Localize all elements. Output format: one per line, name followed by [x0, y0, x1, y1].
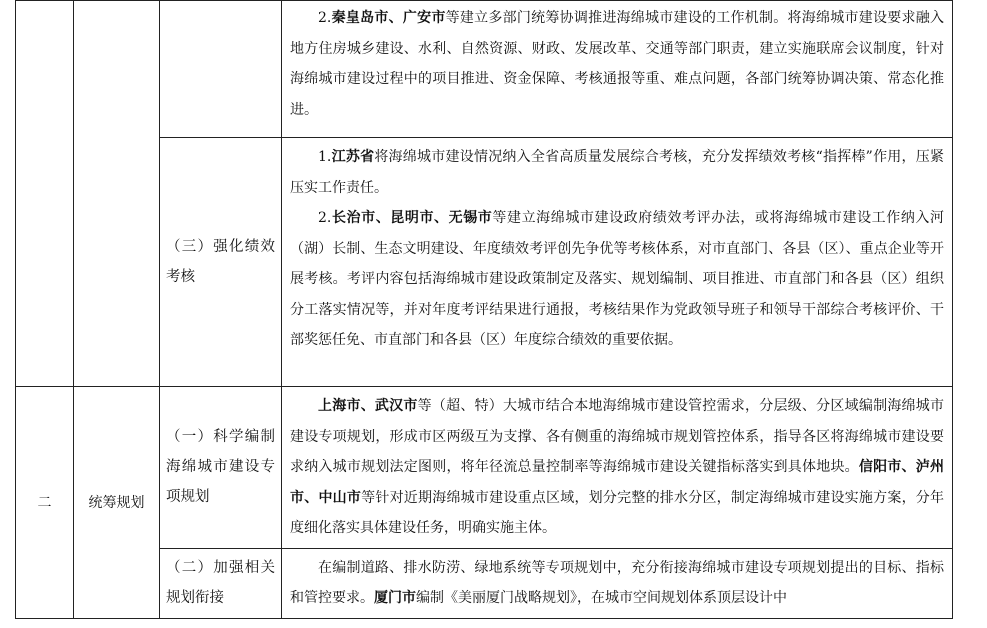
city-names: 厦门市: [374, 590, 416, 606]
paragraph: [290, 3, 944, 125]
content-cell: [282, 138, 953, 387]
paragraph-text: 等建立多部门统筹协调推进海绵城市建设的工作机制。将海绵城市建设要求融入地方住房城乡建设、水利、自然资源、财政、发展改革、交通等部门职责，建立实施联席会议制度，针对海绵城市建设过程中的项目推进、资金保障、考核通报等重、难点问题，各部门统筹协调决策、常态化推进。: [290, 10, 945, 118]
content-cell: [282, 1, 953, 138]
city-names: 长治市、昆明市、无锡市: [331, 210, 493, 226]
paragraph-text: 等（超、特）大城市结合本地海绵城市建设管控需求，分层级、分区域编制海绵城市建设专项规划，形成市区两级互为支撑、各有侧重的海绵城市规划管控体系，指导各区将海绵城市建设要求纳入城市规划法定图则，将年径流总量控制率等海绵城市建设关键指标落实到具体地块。: [290, 398, 945, 475]
policy-table: [15, 0, 953, 619]
sub-title: （一）科学编制海绵城市建设专项规划: [166, 429, 275, 506]
paragraph-text: 编制《美丽厦门战略规划》，在城市空间规划体系顶层设计中: [416, 590, 787, 606]
paragraph: [290, 391, 944, 544]
paragraph-text: 等建立海绵城市建设政府绩效考评办法，或将海绵城市建设工作纳入河（湖）长制、生态文明建设、年度绩效考评创先争优等考核体系，对市直部门、各县（区）、重点企业等开展考核。考评内容包括海绵城市建设政策制定及落实、规划编制、项目推进、市直部门和各县（区）组织分工落实情况等，并对年度考评结果进行通报，考核结果作为党政领导班子和领导干部综合考核评价、干部奖惩任免、市直部门和各县（区）年度综合绩效的重要依据。: [290, 210, 945, 348]
subtitle-cell: [160, 387, 282, 549]
paragraph: [290, 553, 944, 614]
sub-title: （三）强化绩效考核: [166, 239, 275, 285]
city-names: 江苏省: [331, 149, 375, 165]
section-number-text: 二: [37, 495, 52, 512]
paragraph-text: 在编制道路、排水防涝、绿地系统等专项规划中，充分衔接海绵城市建设专项规划提出的目标、指标和管控要求。: [290, 559, 944, 606]
content-cell: [282, 548, 953, 618]
section-category: [74, 387, 160, 619]
item-number: 1.: [318, 149, 332, 165]
section-number: [16, 387, 74, 619]
table-row: [16, 1, 953, 138]
category-text: 统筹规划: [88, 495, 145, 512]
item-number: 2.: [318, 210, 332, 226]
category-cell-empty: [74, 1, 160, 387]
subtitle-cell-empty: [160, 1, 282, 138]
paragraph: [290, 203, 944, 356]
paragraph-text: 将海绵城市建设情况纳入全省高质量发展综合考核，充分发挥绩效考核“指挥棒”作用，压紧压实工作责任。: [290, 149, 945, 196]
subtitle-cell: [160, 138, 282, 387]
subtitle-cell: [160, 548, 282, 618]
paragraph-text: 等针对近期海绵城市建设重点区域，划分完整的排水分区，制定海绵城市建设实施方案，分年度细化落实具体建设任务，明确实施主体。: [290, 489, 945, 536]
city-names: 上海市、武汉市: [318, 398, 418, 414]
city-names: 信阳市、泸州市、中山市: [290, 459, 945, 506]
item-number: 2.: [318, 10, 332, 26]
paragraph: [290, 142, 944, 203]
content-cell: [282, 387, 953, 549]
table-row: [16, 387, 953, 549]
city-names: 秦皇岛市、广安市: [331, 10, 446, 26]
sub-title: （二）加强相关规划衔接: [166, 560, 275, 606]
num-cell-empty: [16, 1, 74, 387]
